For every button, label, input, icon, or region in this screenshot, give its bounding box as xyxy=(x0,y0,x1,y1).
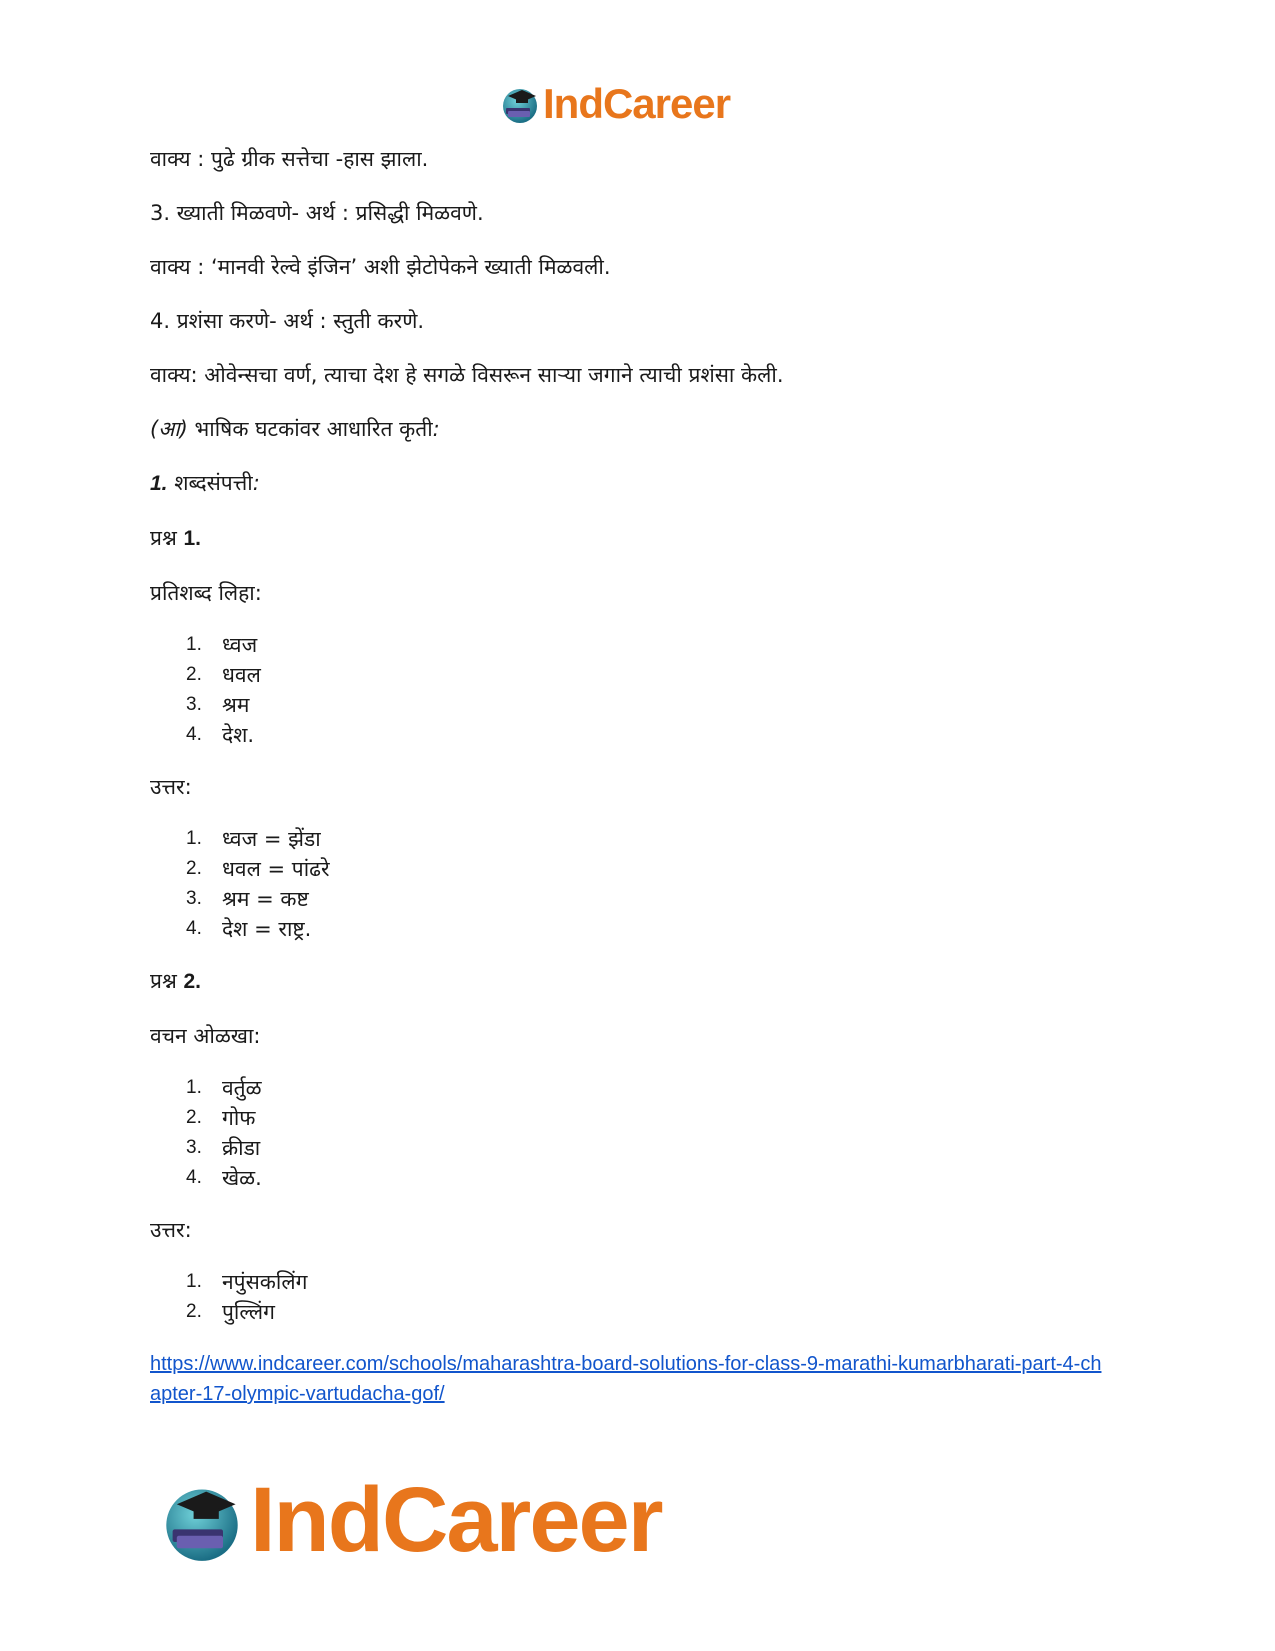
list-item xyxy=(186,1267,1130,1297)
list-number: 3. xyxy=(186,888,202,909)
paragraph: वाक्य : ‘मानवी रेल्वे इंजिन’ अशी झेटोपेकने ख्याती मिळवली. xyxy=(150,255,611,279)
list-item-text: श्रम xyxy=(222,693,250,717)
paragraph: वाक्य: ओवेन्सचा वर्ण, त्याचा देश हे सगळे विसरून साऱ्या जगाने त्याची प्रशंसा केली. xyxy=(150,363,784,387)
graduation-cap-globe-icon xyxy=(160,1479,244,1563)
list-item-text: क्रीडा xyxy=(222,1136,261,1160)
answer-label: उत्तर: xyxy=(150,775,192,799)
section-title: भाषिक घटकांवर आधारित कृती xyxy=(187,417,433,441)
question-2-list xyxy=(150,1073,1130,1193)
section-prefix: 1. xyxy=(150,472,168,495)
question-label: प्रश्न xyxy=(150,526,177,550)
question-2-instruction: वचन ओळखा: xyxy=(150,1024,261,1048)
section-heading-a xyxy=(150,414,1130,444)
logo-wordmark: IndCareer xyxy=(250,1469,662,1571)
section-suffix: : xyxy=(252,471,260,495)
list-item-text: धवल = पांढरे xyxy=(222,857,330,881)
source-link[interactable]: https://www.indcareer.com/schools/maharashtra-board-solutions-for-class-9-marathi-kumarbharati-part-4-chapter-17-olympic-vartudacha-gof/ xyxy=(150,1353,1102,1405)
question-1-heading xyxy=(150,523,1130,554)
answer-label: उत्तर: xyxy=(150,1218,192,1242)
question-number: 1. xyxy=(183,527,201,550)
list-item-text: धवल xyxy=(222,663,261,687)
logo-wordmark: IndCareer xyxy=(543,80,731,127)
list-number: 4. xyxy=(186,918,202,939)
list-item xyxy=(186,1103,1130,1133)
list-item xyxy=(186,854,1130,884)
list-item-text: देश. xyxy=(222,723,255,747)
list-number: 4. xyxy=(186,1167,202,1188)
list-number: 1. xyxy=(186,1077,202,1098)
list-item-text: श्रम = कष्ट xyxy=(222,887,309,911)
list-item-text: वर्तुळ xyxy=(222,1076,262,1100)
list-item xyxy=(186,884,1130,914)
list-number: 2. xyxy=(186,664,202,685)
list-item xyxy=(186,1163,1130,1193)
list-item xyxy=(186,690,1130,720)
list-item-text: खेळ. xyxy=(222,1166,262,1190)
list-number: 4. xyxy=(186,724,202,745)
list-item-text: देश = राष्ट्र. xyxy=(222,917,312,941)
list-item xyxy=(186,1297,1130,1327)
list-item-text: ध्वज xyxy=(222,633,258,657)
list-number: 3. xyxy=(186,694,202,715)
list-item-text: पुल्लिंग xyxy=(222,1300,275,1324)
header-logo xyxy=(500,80,730,128)
paragraph: 3. ख्याती मिळवणे- अर्थ : प्रसिद्धी मिळवणे. xyxy=(150,201,484,225)
question-1-instruction: प्रतिशब्द लिहा: xyxy=(150,581,262,605)
section-suffix: : xyxy=(432,417,440,441)
list-item xyxy=(186,720,1130,750)
list-number: 2. xyxy=(186,858,202,879)
list-item-text: नपुंसकलिंग xyxy=(222,1270,308,1294)
question-1-list xyxy=(150,630,1130,750)
list-number: 2. xyxy=(186,1107,202,1128)
list-number: 1. xyxy=(186,828,202,849)
question-label: प्रश्न xyxy=(150,969,177,993)
section-prefix: (आ) xyxy=(150,417,188,441)
list-item xyxy=(186,630,1130,660)
paragraph: वाक्य : पुढे ग्रीक सत्तेचा -हास झाला. xyxy=(150,147,429,171)
list-item xyxy=(186,824,1130,854)
question-2-heading xyxy=(150,966,1130,997)
list-number: 2. xyxy=(186,1301,202,1322)
document-body xyxy=(150,144,1130,1409)
list-item xyxy=(186,1133,1130,1163)
section-heading-1 xyxy=(150,468,1130,499)
list-item xyxy=(186,660,1130,690)
paragraph: 4. प्रशंसा करणे- अर्थ : स्तुती करणे. xyxy=(150,309,425,333)
list-item-text: गोफ xyxy=(222,1106,256,1130)
list-item xyxy=(186,1073,1130,1103)
footer-logo xyxy=(160,1468,662,1573)
answer-1-list xyxy=(150,824,1130,944)
list-number: 1. xyxy=(186,634,202,655)
graduation-cap-globe-icon xyxy=(500,84,540,124)
list-number: 1. xyxy=(186,1271,202,1292)
list-item xyxy=(186,914,1130,944)
section-title: शब्दसंपत्ती xyxy=(167,471,253,495)
question-number: 2. xyxy=(183,970,201,993)
answer-2-list xyxy=(150,1267,1130,1327)
list-item-text: ध्वज = झेंडा xyxy=(222,827,321,851)
list-number: 3. xyxy=(186,1137,202,1158)
